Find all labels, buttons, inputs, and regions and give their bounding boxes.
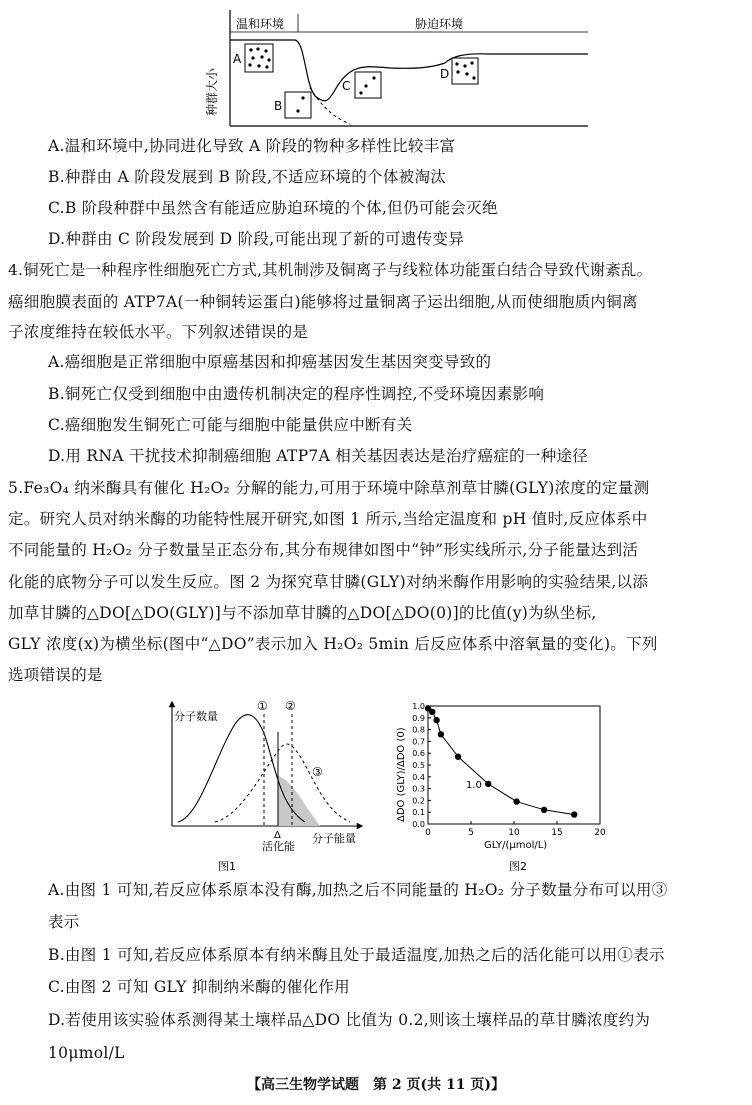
fig2-data-point xyxy=(485,781,491,787)
fig1-ylabel: 分子数量 xyxy=(174,710,218,723)
fig1-xlabel: 分子能量 xyxy=(312,832,356,845)
fig1-marker-1: ① xyxy=(257,699,268,713)
q3-option-a: A.温和环境中,协同进化导致 A 阶段的物种多样性比较丰富 xyxy=(48,137,456,155)
q5-stem-line: 加草甘膦的△DO[△DO(GLY)]与不添加草甘膦的△DO[△DO(0)]的比值(y)为纵坐标, xyxy=(8,604,597,622)
fig2-ytick-label: 0.2 xyxy=(412,796,425,806)
q4-stem-line: 4.铜死亡是一种程序性细胞死亡方式,其机制涉及铜离子与线粒体功能蛋白结合导致代谢紊乱。 xyxy=(8,261,653,279)
fig2-ytick-label: 0.1 xyxy=(412,808,425,818)
fig2-xlabel: GLY/(μmol/L) xyxy=(484,840,548,851)
fig2-data-point xyxy=(571,811,577,817)
fig2-data-point xyxy=(429,709,435,715)
stage-label-b: B xyxy=(274,99,283,113)
fig2-data-point xyxy=(513,798,519,804)
q4-option-b: B.铜死亡仅受到细胞中由遗传机制决定的程序性调控,不受环境因素影响 xyxy=(48,385,545,403)
q5-option-d: D.若使用该实验体系测得某土壤样品△DO 比值为 0.2,则该土壤样品的草甘膦浓度约为 xyxy=(48,1011,651,1029)
stage-box-b xyxy=(285,92,311,118)
fig2-ytick-label: 0.6 xyxy=(412,749,425,759)
population-curve-dashed xyxy=(310,88,350,124)
population-ylabel: 种群大小 xyxy=(205,67,219,116)
stage-label-c: C xyxy=(342,79,351,93)
fig2-xtick-label: 5 xyxy=(468,828,474,838)
q5-option-a: A.由图 1 可知,若反应体系原本没有酶,加热之后不同能量的 H₂O₂ 分子数量分布可以用③ xyxy=(48,881,668,899)
q5-stem-line: GLY 浓度(x)为横坐标(图中“△DO”表示加入 H₂O₂ 5min 后反应体系中溶氧量的变化)。下列 xyxy=(8,635,658,653)
fig2-data-point xyxy=(455,754,461,760)
fig2-ytick-label: 1.0 xyxy=(412,702,425,711)
fig2-xtick-label: 15 xyxy=(551,828,563,838)
q5-option-c: C.由图 2 可知 GLY 抑制纳米酶的催化作用 xyxy=(48,978,350,996)
figure-1 xyxy=(160,696,370,876)
q4-option-c: C.癌细胞发生铜死亡可能与细胞中能量供应中断有关 xyxy=(48,416,413,434)
stage-box-d xyxy=(452,58,478,84)
q3-option-b: B.种群由 A 阶段发展到 B 阶段,不适应环境的个体被淘汰 xyxy=(48,168,447,186)
q3-option-d: D.种群由 C 阶段发展到 D 阶段,可能出现了新的可遗传变异 xyxy=(48,230,465,248)
q4-option-d: D.用 RNA 干扰技术抑制癌细胞 ATP7A 相关基因表达是治疗癌症的一种途径 xyxy=(48,447,589,465)
fig2-fit-curve xyxy=(428,708,574,814)
fig2-inner-label: 1.0 xyxy=(466,780,482,791)
population-figure xyxy=(190,8,590,130)
fig2-ytick-label: 0.3 xyxy=(412,784,425,794)
stage-box-c xyxy=(355,72,381,98)
fig2-xtick-label: 20 xyxy=(594,828,606,838)
q5-stem-line: 化能的底物分子可以发生反应。图 2 为探究草甘膦(GLY)对纳米酶作用影响的实验结果,以添 xyxy=(8,573,649,591)
q5-stem-line: 选项错误的是 xyxy=(8,666,103,684)
q3-option-c: C.B 阶段种群中虽然含有能适应胁迫环境的个体,但仍可能会灭绝 xyxy=(48,199,498,217)
fig2-ytick-label: 0.7 xyxy=(412,737,425,747)
fig1-marker-2: ② xyxy=(285,699,296,713)
q4-option-a: A.癌细胞是正常细胞中原癌基因和抑癌基因发生基因突变导致的 xyxy=(48,353,492,371)
stage-box-a xyxy=(245,44,273,72)
q5-option-d-continued: 10μmol/L xyxy=(48,1044,125,1062)
region-label-mild: 温和环境 xyxy=(236,17,285,31)
fig2-caption: 图2 xyxy=(509,860,527,873)
fig2-ytick-label: 0.4 xyxy=(412,772,425,782)
fig1-delta-label: Δ xyxy=(274,830,281,841)
stage-label-d: D xyxy=(440,67,450,81)
fig2-xtick-label: 10 xyxy=(508,828,520,838)
fig2-ylabel: ΔDO (GLY)/ΔDO (0) xyxy=(396,727,407,822)
q4-stem-line: 子浓度维持在较低水平。下列叙述错误的是 xyxy=(8,323,309,341)
fig1-caption: 图1 xyxy=(218,860,236,873)
q4-stem-line: 癌细胞膜表面的 ATP7A(一种铜转运蛋白)能够将过量铜离子运出细胞,从而使细胞质内铜离 xyxy=(8,293,638,311)
fig2-ytick-label: 0.9 xyxy=(412,713,425,723)
population-curve xyxy=(230,40,588,101)
fig2-ytick-label: 0.8 xyxy=(412,725,425,735)
fig2-data-point xyxy=(438,731,444,737)
q5-stem-line: 5.Fe₃O₄ 纳米酶具有催化 H₂O₂ 分解的能力,可用于环境中除草剂草甘膦(GLY)浓度的定量测 xyxy=(8,479,650,497)
figure-2 xyxy=(384,696,614,876)
q5-stem-line: 不同能量的 H₂O₂ 分子数量呈正态分布,其分布规律如图中“钟”形实线所示,分子能量达到活 xyxy=(8,541,639,559)
fig1-shaded-area xyxy=(278,776,320,826)
stage-label-a: A xyxy=(233,52,242,66)
fig2-data-point xyxy=(433,717,439,723)
page-footer: 【高三生物学试题 第 2 页(共 11 页)】 xyxy=(247,1077,505,1093)
q5-stem-line: 定。研究人员对纳米酶的功能特性展开研究,如图 1 所示,当给定温度和 pH 值时,反应体系中 xyxy=(8,510,648,528)
fig1-marker-3: ③ xyxy=(312,765,323,779)
fig2-xtick-label: 0 xyxy=(425,828,431,838)
fig2-ytick-label: 0.0 xyxy=(412,820,425,829)
q5-option-a-continued: 表示 xyxy=(48,913,80,931)
region-label-stress: 胁迫环境 xyxy=(415,17,464,31)
fig1-ea-label: 活化能 xyxy=(262,840,295,853)
fig2-ytick-label: 0.5 xyxy=(412,761,425,770)
q5-option-b: B.由图 1 可知,若反应体系原本有纳米酶且处于最适温度,加热之后的活化能可以用①表示 xyxy=(48,946,665,964)
fig2-data-point xyxy=(541,807,547,813)
